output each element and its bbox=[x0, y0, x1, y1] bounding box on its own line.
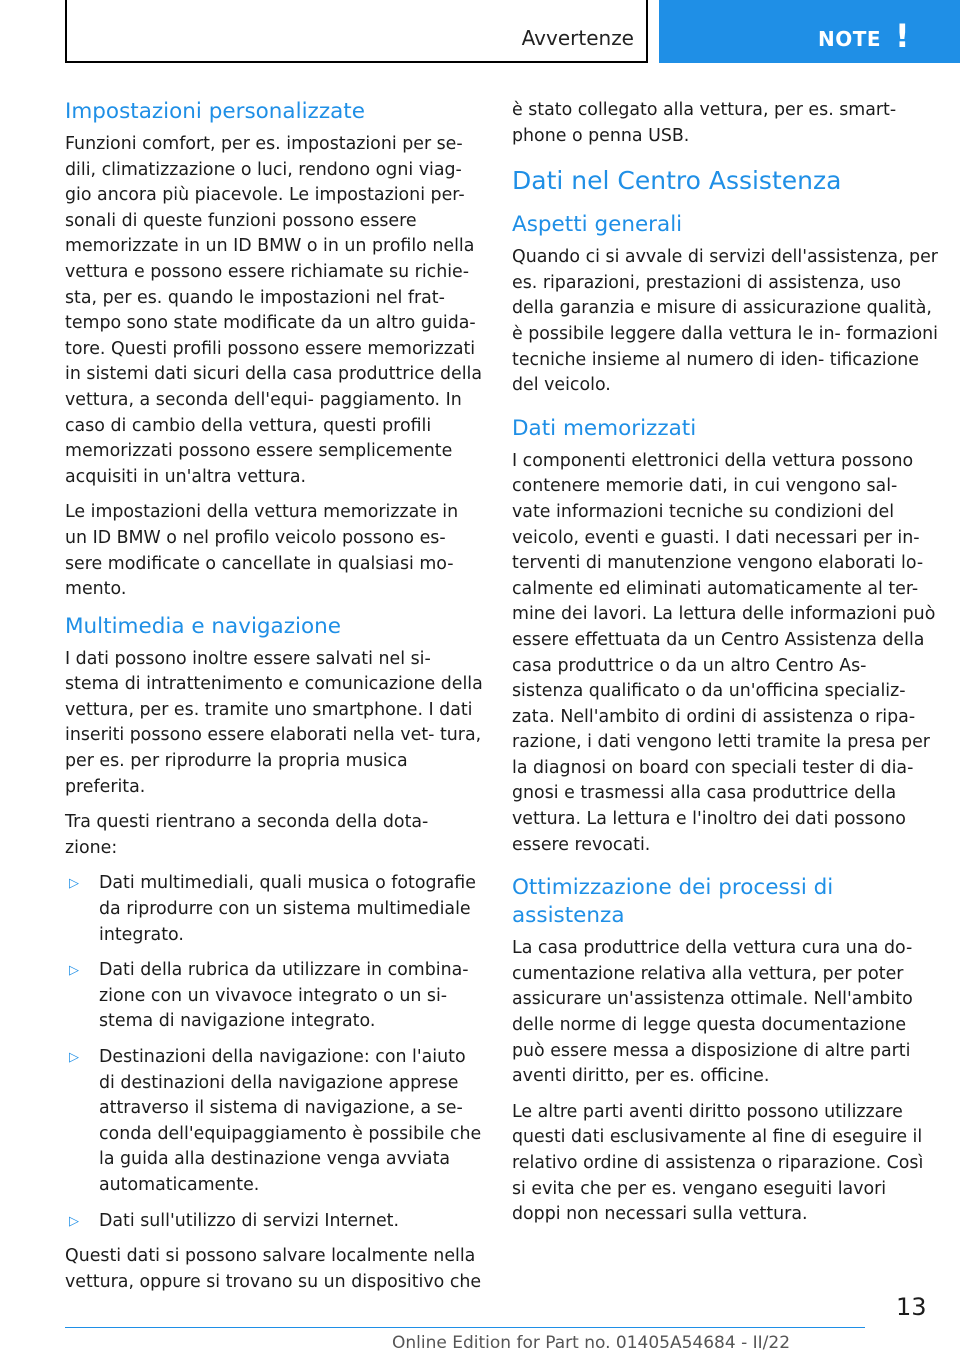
header-note-label: NOTE bbox=[818, 27, 882, 51]
left-column bbox=[65, 98, 485, 1305]
paragraph: Questi dati si possono salvare localmente nella vettura, oppure si trovano su un dispositivo che bbox=[65, 1246, 482, 1292]
paragraph: Tra questi rientrano a seconda della dota- zione: bbox=[65, 812, 429, 858]
paragraph: La casa produttrice della vettura cura una do- cumentazione relativa alla vettura, per poter assicurare un'assistenza ottimale. Nell'ambito delle norme di legge questa documentazione può essere messa a disposizione di altre parti aventi diritto, per es. officine. bbox=[512, 938, 913, 1087]
footer-divider bbox=[65, 1327, 865, 1328]
list-item bbox=[65, 871, 485, 948]
section-title-personal-settings: Impostazioni personalizzate bbox=[65, 99, 365, 124]
header-section-box bbox=[65, 0, 648, 63]
paragraph: I componenti elettronici della vettura possono contenere memorie dati, in cui vengono sal- vate informazioni tecniche su condizioni del veicolo, eventi e guasti. I dati necessari per in- terventi di manutenzione vengono elaborati lo- calmente ed eliminati automaticamente al ter- mine dei lavori. La lettura delle informazioni può essere effettuata da un Centro Assistenza della casa produttrice o da un altro Centro As- sistenza qualificato o da un'officina specializ- zata. Nell'ambito di ordini di assistenza o ripa- razione, i dati vengono letti tramite la presa per la diagnosi on board con speciali tester di dia- gnosi e trasmessi alla casa produttrice della vettura. La lettura e l'inoltro dei dati possono essere revocati. bbox=[512, 450, 936, 855]
triangle-bullet-icon: ▷ bbox=[69, 1050, 79, 1065]
paragraph: Quando ci si avvale di servizi dell'assistenza, per es. riparazioni, prestazioni di assistenza, uso della garanzia e misure di assicurazione qualità, è possibile leggere dalla vettura le in- formazioni tecniche insieme al numero di iden- tificazione del veicolo. bbox=[512, 247, 938, 396]
paragraph: Le impostazioni della vettura memorizzate in un ID BMW o nel profilo veicolo possono es- sere modificate o cancellate in qualsiasi mo- mento. bbox=[65, 502, 459, 600]
header-note-tab bbox=[659, 0, 960, 63]
list-item-text: Dati multimediali, quali musica o fotografie da riprodurre con un sistema multimediale integrato. bbox=[99, 873, 476, 945]
right-column bbox=[512, 98, 938, 1238]
paragraph: è stato collegato alla vettura, per es. smart- phone o penna USB. bbox=[512, 100, 897, 146]
bullet-list bbox=[65, 871, 485, 1234]
chapter-title-service-center-data: Dati nel Centro Assistenza bbox=[512, 166, 842, 196]
triangle-bullet-icon: ▷ bbox=[69, 876, 79, 892]
section-title-multimedia: Multimedia e navigazione bbox=[65, 613, 342, 639]
paragraph: Le altre parti aventi diritto possono utilizzare questi dati esclusivamente al fine di eseguire il relativo ordine di assistenza o riparazione. Così si evita che per es. vengano eseguiti lavori doppi non necessari sulla vettura. bbox=[512, 1101, 924, 1225]
page-number: 13 bbox=[896, 1293, 927, 1321]
exclamation-icon: ! bbox=[895, 17, 910, 55]
footer-edition-text: Online Edition for Part no. 01405A54684 - II/22 bbox=[392, 1333, 791, 1353]
section-title-stored-data: Dati memorizzati bbox=[512, 415, 697, 441]
section-title-process-optimization: Ottimizzazione dei processi di assistenza bbox=[512, 875, 834, 929]
section-title-general: Aspetti generali bbox=[512, 212, 683, 238]
list-item bbox=[65, 958, 485, 1035]
list-item-text: Dati sull'utilizzo di servizi Internet. bbox=[99, 1210, 400, 1231]
paragraph: Funzioni comfort, per es. impostazioni per se- dili, climatizzazione o luci, rendono ogni viag- gio ancora più piacevole. Le impostazioni per- sonali di queste funzioni possono essere memorizzate in un ID BMW o in un profilo nella vettura e possono essere richiamate su richie- sta, per es. quando le impostazioni nel frat- tempo sono state modificate da un altro guida- tore. Questi profili possono essere memorizzati in sistemi dati sicuri della casa produttrice della vettura, a seconda dell'equi- paggiamento. In caso di cambio della vettura, questi profili memorizzati possono essere semplicemente acquisiti in un'altra vettura. bbox=[65, 134, 483, 487]
paragraph: I dati possono inoltre essere salvati nel si- stema di intrattenimento e comunicazione della vettura, per es. tramite uno smartphone. I dati inseriti possono essere elaborati nella vet- tura, per es. per riprodurre la propria musica preferita. bbox=[65, 648, 483, 797]
list-item-text: Destinazioni della navigazione: con l'aiuto di destinazioni della navigazione apprese attraverso il sistema di navigazione, a se- conda dell'equipaggiamento è possibile che la guida alla destinazione venga avviata automaticamente. bbox=[99, 1047, 482, 1195]
triangle-bullet-icon: ▷ bbox=[69, 963, 79, 979]
list-item bbox=[65, 1045, 485, 1199]
list-item bbox=[65, 1209, 485, 1235]
header-section-label: Avvertenze bbox=[521, 26, 634, 50]
triangle-bullet-icon: ▷ bbox=[69, 1213, 79, 1229]
list-item-text: Dati della rubrica da utilizzare in combina- zione con un vivavoce integrato o un si- stema di navigazione integrato. bbox=[99, 960, 469, 1032]
